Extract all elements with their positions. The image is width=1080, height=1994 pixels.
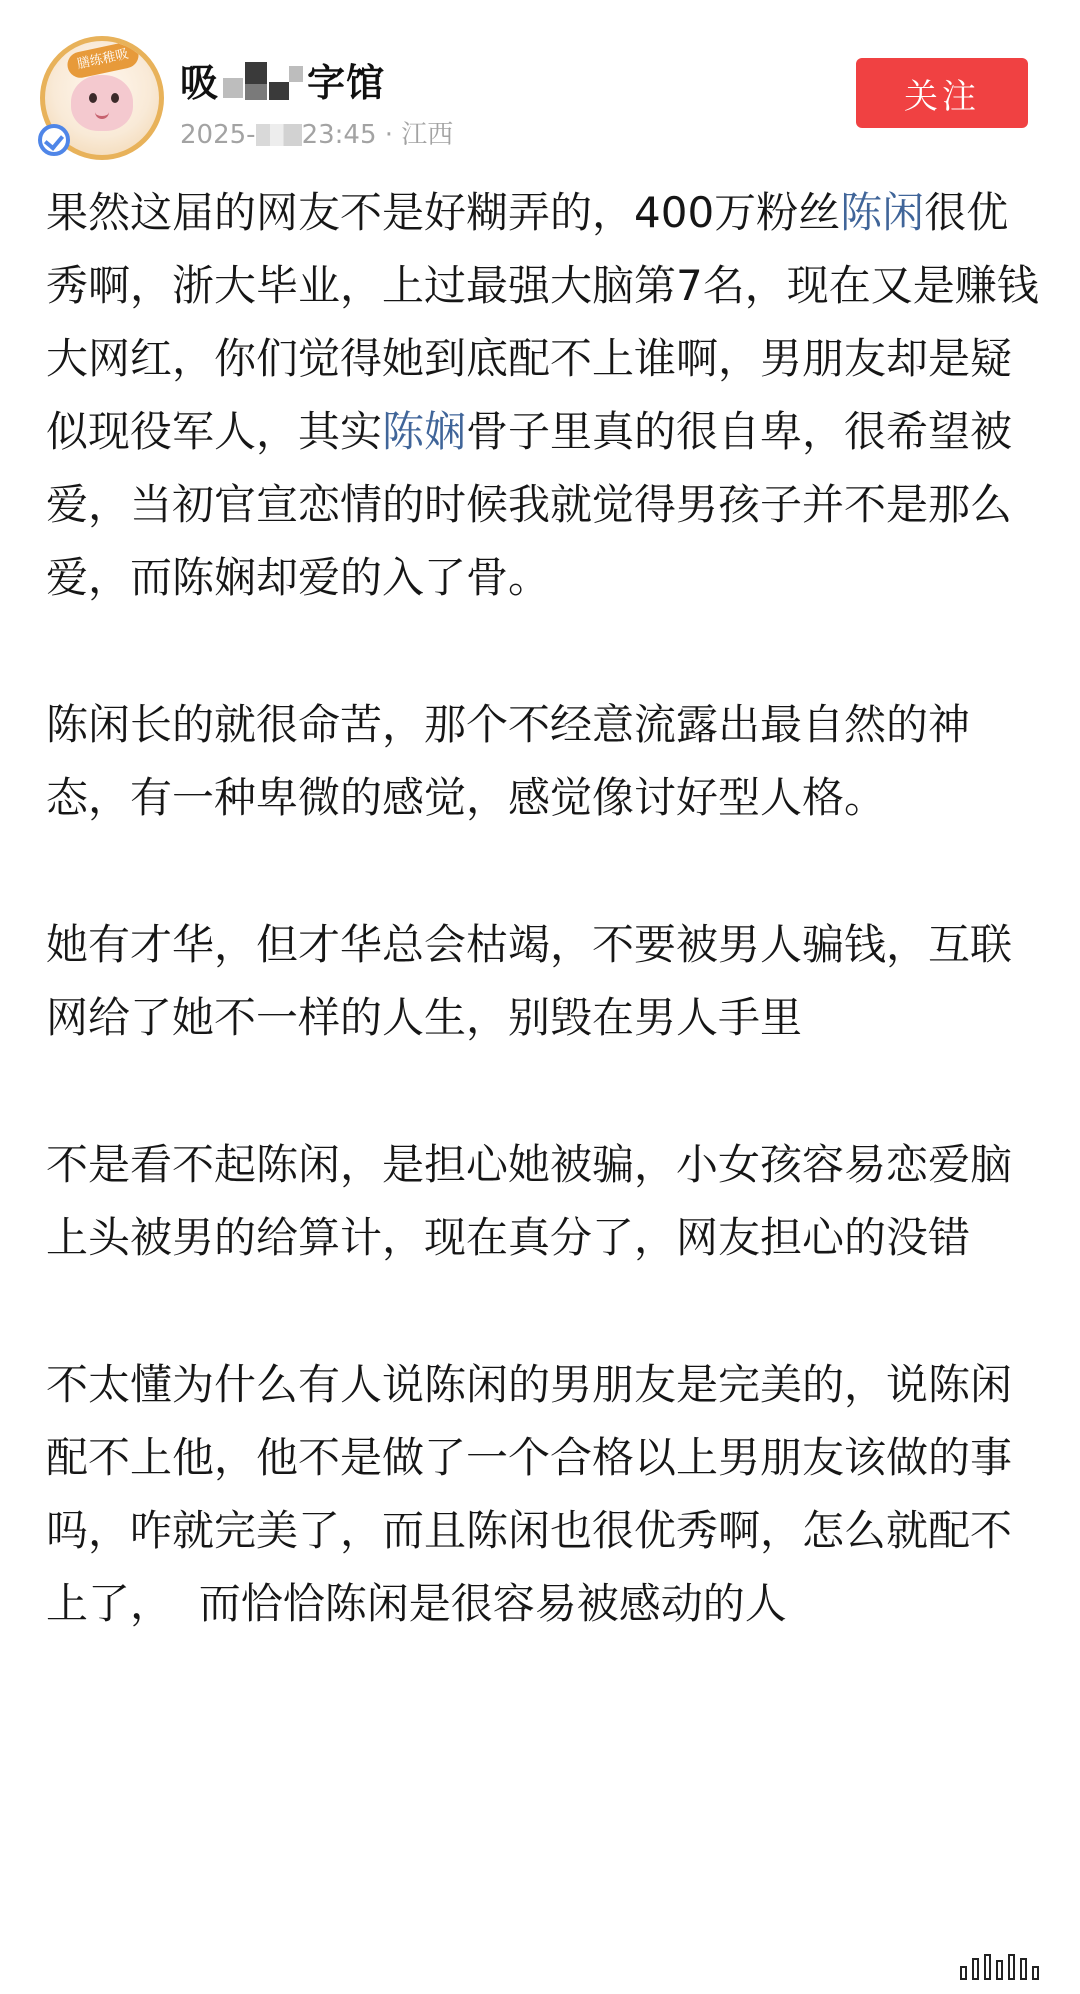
post-paragraph-4: 不是看不起陈闲，是担心她被骗，小女孩容易恋爱脑上头被男的给算计，现在真分了，网友担心的没错	[46, 1140, 1013, 1262]
post-header	[0, 0, 1080, 170]
paragraph-text: 果然这届的网友不是好糊弄的，400万粉丝	[46, 188, 841, 237]
author-name[interactable]	[180, 52, 385, 107]
meta-separator: ·	[384, 120, 394, 150]
name-redaction-mosaic	[219, 62, 307, 102]
post-paragraph-2: 陈闲长的就很命苦，那个不经意流露出最自然的神态，有一种卑微的感觉，感觉像讨好型人格。	[46, 700, 971, 822]
post-paragraph-3: 她有才华，但才华总会枯竭，不要被男人骗钱，互联网给了她不一样的人生，别毁在男人手里	[46, 920, 1013, 1042]
watermark-bars-icon	[960, 1950, 1052, 1980]
post-time-suffix: 23:45	[301, 120, 377, 150]
paragraph-text: 很优秀啊，浙大毕业，上过最强大脑第7名，现在又是赚钱大网红，你们觉得她到底配不上谁啊，男朋友却是疑似现役军人，其实	[46, 188, 1039, 456]
avatar-eye-icon	[89, 93, 97, 103]
topic-link-chen-xian[interactable]: 陈闲	[840, 188, 925, 237]
avatar-eye-icon	[111, 93, 119, 103]
post-location: 江西	[401, 120, 454, 150]
paragraph-text: 骨子里真的很自卑，很希望被爱，当初官宣恋情的时候我就觉得男孩子并不是那么爱，而陈娴却爱的入了骨。	[46, 407, 1013, 602]
post-paragraph-1	[46, 176, 1046, 614]
post-time-prefix: 2025-	[180, 120, 256, 150]
post-paragraph-5: 不太懂为什么有人说陈闲的男朋友是完美的，说陈闲配不上他，他不是做了一个合格以上男朋友该做的事吗，咋就完美了，而且陈闲也很优秀啊，怎么就配不上了， 而恰恰陈闲是很容易被感动的人	[46, 1360, 1013, 1628]
follow-button[interactable]: 关注	[856, 58, 1028, 128]
avatar-face-icon	[71, 75, 133, 131]
verified-badge-icon	[38, 124, 70, 156]
author-name-part: 吸	[180, 61, 220, 105]
avatar-ribbon: 膳练稚吸	[65, 40, 141, 80]
topic-link-chen-xian-2[interactable]: 陈娴	[382, 407, 467, 456]
time-redaction-mosaic	[256, 124, 302, 146]
post-meta	[180, 114, 453, 151]
author-name-part: 字馆	[307, 61, 386, 105]
post-body	[46, 176, 1046, 1714]
